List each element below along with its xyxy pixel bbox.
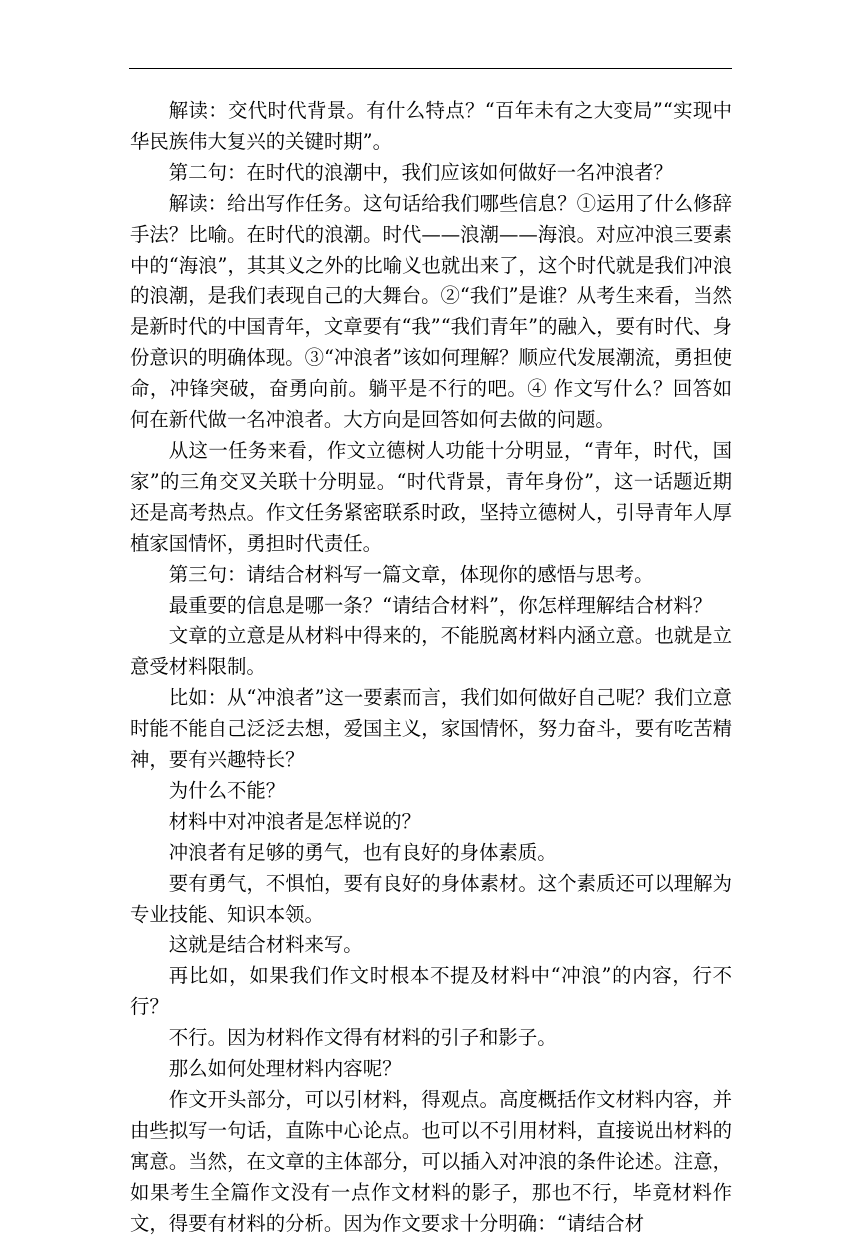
paragraph: 再比如，如果我们作文时根本不提及材料中“冲浪”的内容，行不行？: [130, 964, 732, 1019]
paragraph: 冲浪者有足够的勇气，也有良好的身体素质。: [168, 840, 557, 864]
paragraph: 文章的立意是从材料中得来的，不能脱离材料内涵立意。也就是立意受材料限制。: [130, 624, 732, 679]
paragraph: 从这一任务来看，作文立德树人功能十分明显，“青年，时代，国家”的三角交叉关联十分明显。“时代背景，青年身份”，这一话题近期还是高考热点。作文任务紧密联系时政，坚持立德树人，引导青年人厚植家国情怀，勇担时代责任。: [130, 438, 732, 555]
document-body: [130, 96, 732, 1240]
paragraph: 第二句：在时代的浪潮中，我们应该如何做好一名冲浪者？: [168, 160, 673, 184]
paragraph: 为什么不能？: [168, 778, 286, 802]
paragraph: 要有勇气，不惧怕，要有良好的身体素材。这个素质还可以理解为专业技能、知识本领。: [130, 871, 732, 926]
paragraph: 第三句：请结合材料写一篇文章，体现你的感悟与思考。: [168, 562, 654, 586]
header-rule: [129, 68, 732, 69]
paragraph: 最重要的信息是哪一条？“请结合材料”，你怎样理解结合材料？: [168, 593, 713, 617]
paragraph: 比如：从“冲浪者”这一要素而言，我们如何做好自己呢？我们立意时能不能自己泛泛去想，爱国主义，家国情怀，努力奋斗，要有吃苦精神，要有兴趣特长？: [130, 686, 732, 772]
paragraph: 那么如何处理材料内容呢？: [168, 1057, 402, 1081]
paragraph: 解读：交代时代背景。有什么特点？“百年未有之大变局”“实现中华民族伟大复兴的关键时期”。: [130, 99, 732, 153]
paragraph: 解读：给出写作任务。这句话给我们哪些信息？①运用了什么修辞手法？比喻。在时代的浪潮。时代——浪潮——海浪。对应冲浪三要素中的“海浪”，其其义之外的比喻义也就出来了，这个时代就是我们冲浪的浪潮，是我们表现自己的大舞台。②“我们”是谁？从考生来看，当然是新时代的中国青年，文章要有“我”“我们青年”的融入，要有时代、身份意识的明确体现。③“冲浪者”该如何理解？顺应代发展潮流，勇担使命，冲锋突破，奋勇向前。躺平是不行的吧。④ 作文写什么？回答如何在新代做一名冲浪者。大方向是回答如何去做的问题。: [130, 191, 732, 432]
paragraph: 作文开头部分，可以引材料，得观点。高度概括作文材料内容，并由些拟写一句话，直陈中心论点。也可以不引用材料，直接说出材料的寓意。当然，在文章的主体部分，可以插入对冲浪的条件论述。注意，如果考生全篇作文没有一点作文材料的影子，那也不行，毕竟材料作文，得要有材料的分析。因为作文要求十分明确：“请结合材: [130, 1088, 732, 1235]
paragraph: 这就是结合材料来写。: [168, 933, 363, 957]
paragraph: 不行。因为材料作文得有材料的引子和影子。: [168, 1026, 557, 1050]
paragraph: 材料中对冲浪者是怎样说的？: [168, 809, 421, 833]
